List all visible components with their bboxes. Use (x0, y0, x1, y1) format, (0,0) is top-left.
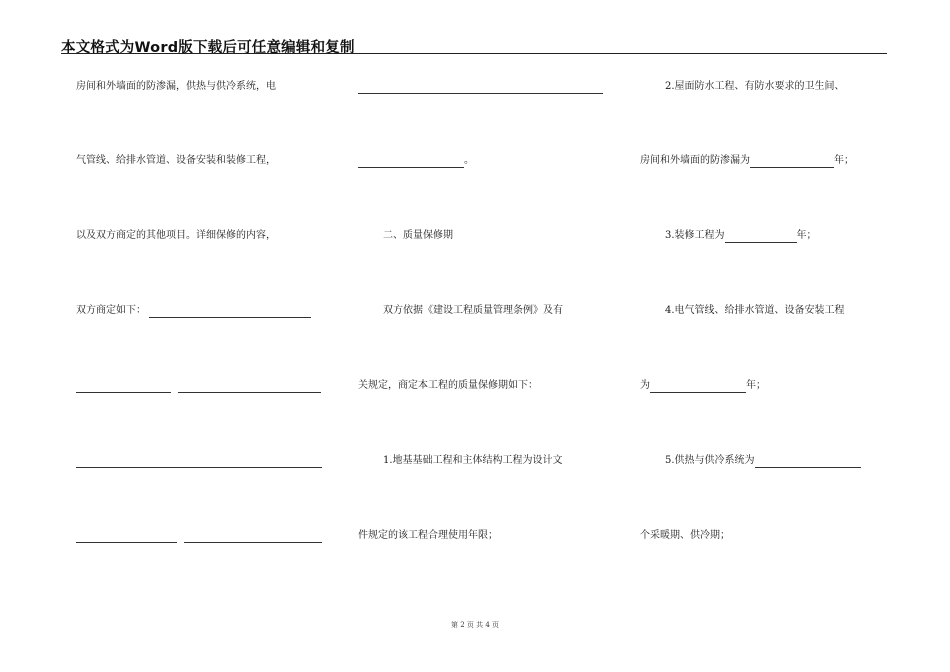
left-line-1: 房间和外墙面的防渗漏，供热与供冷系统，电 (76, 81, 276, 92)
item-2-line-2 (640, 151, 854, 171)
item-4-unit: 年； (746, 380, 766, 391)
middle-blank-1 (358, 80, 603, 94)
middle-line-2-end: 。 (464, 155, 474, 166)
item-3-unit: 年； (796, 230, 817, 241)
page-header-title: 本文格式为Word版下载后可任意编辑和复制 (61, 40, 355, 56)
item-5-label: 5.供热与供冷系统为 (665, 455, 755, 466)
item-3-line (640, 226, 817, 246)
item-5-line-2: 个采暖期、供冷期； (640, 530, 730, 541)
item-4-blank (650, 379, 746, 393)
middle-line-1 (358, 77, 603, 97)
header-divider (61, 53, 887, 54)
item-5-blank (755, 454, 861, 468)
agreed-content-label: 双方商定如下： (76, 305, 146, 316)
middle-line-2 (358, 151, 474, 171)
item-4-line-1: 4.电气管线、给排水管道、设备安装工程 (665, 305, 845, 316)
item-3-label: 3.装修工程为 (665, 230, 725, 241)
item-2-label: 房间和外墙面的防渗漏为 (640, 155, 750, 166)
left-line-7 (76, 526, 322, 546)
agreed-content-blank-3 (178, 379, 321, 393)
left-line-2: 气管线、给排水管道、设备安装和装修工程， (76, 155, 276, 166)
section-heading: 二、质量保修期 (383, 230, 453, 241)
agreed-content-blank-4 (76, 454, 322, 468)
page-number: 第 2 页 共 4 页 (450, 621, 500, 629)
item-2-line-1: 2.屋面防水工程、有防水要求的卫生间、 (665, 81, 845, 92)
item-1-line-2: 件规定的该工程合理使用年限； (358, 530, 498, 541)
item-1-line-1: 1.地基基础工程和主体结构工程为设计文 (383, 455, 563, 466)
item-4-line-2 (640, 376, 766, 396)
left-line-4 (76, 301, 311, 321)
agreed-content-blank-1 (149, 304, 311, 318)
left-line-6 (76, 451, 322, 471)
item-2-unit: 年； (834, 155, 854, 166)
middle-para-line-1: 双方依据《建设工程质量管理条例》及有 (383, 305, 563, 316)
middle-para-line-2: 关规定，商定本工程的质量保修期如下： (358, 380, 538, 391)
left-line-5 (76, 376, 321, 396)
item-5-line-1 (640, 451, 861, 471)
agreed-content-blank-5 (76, 529, 177, 543)
middle-blank-2 (358, 154, 464, 168)
agreed-content-blank-2 (76, 379, 171, 393)
item-3-blank (725, 229, 797, 243)
item-4-label: 为 (640, 380, 650, 391)
item-2-blank (750, 154, 834, 168)
left-line-3: 以及双方商定的其他项目。详细保修的内容， (76, 230, 276, 241)
agreed-content-blank-6 (184, 529, 322, 543)
